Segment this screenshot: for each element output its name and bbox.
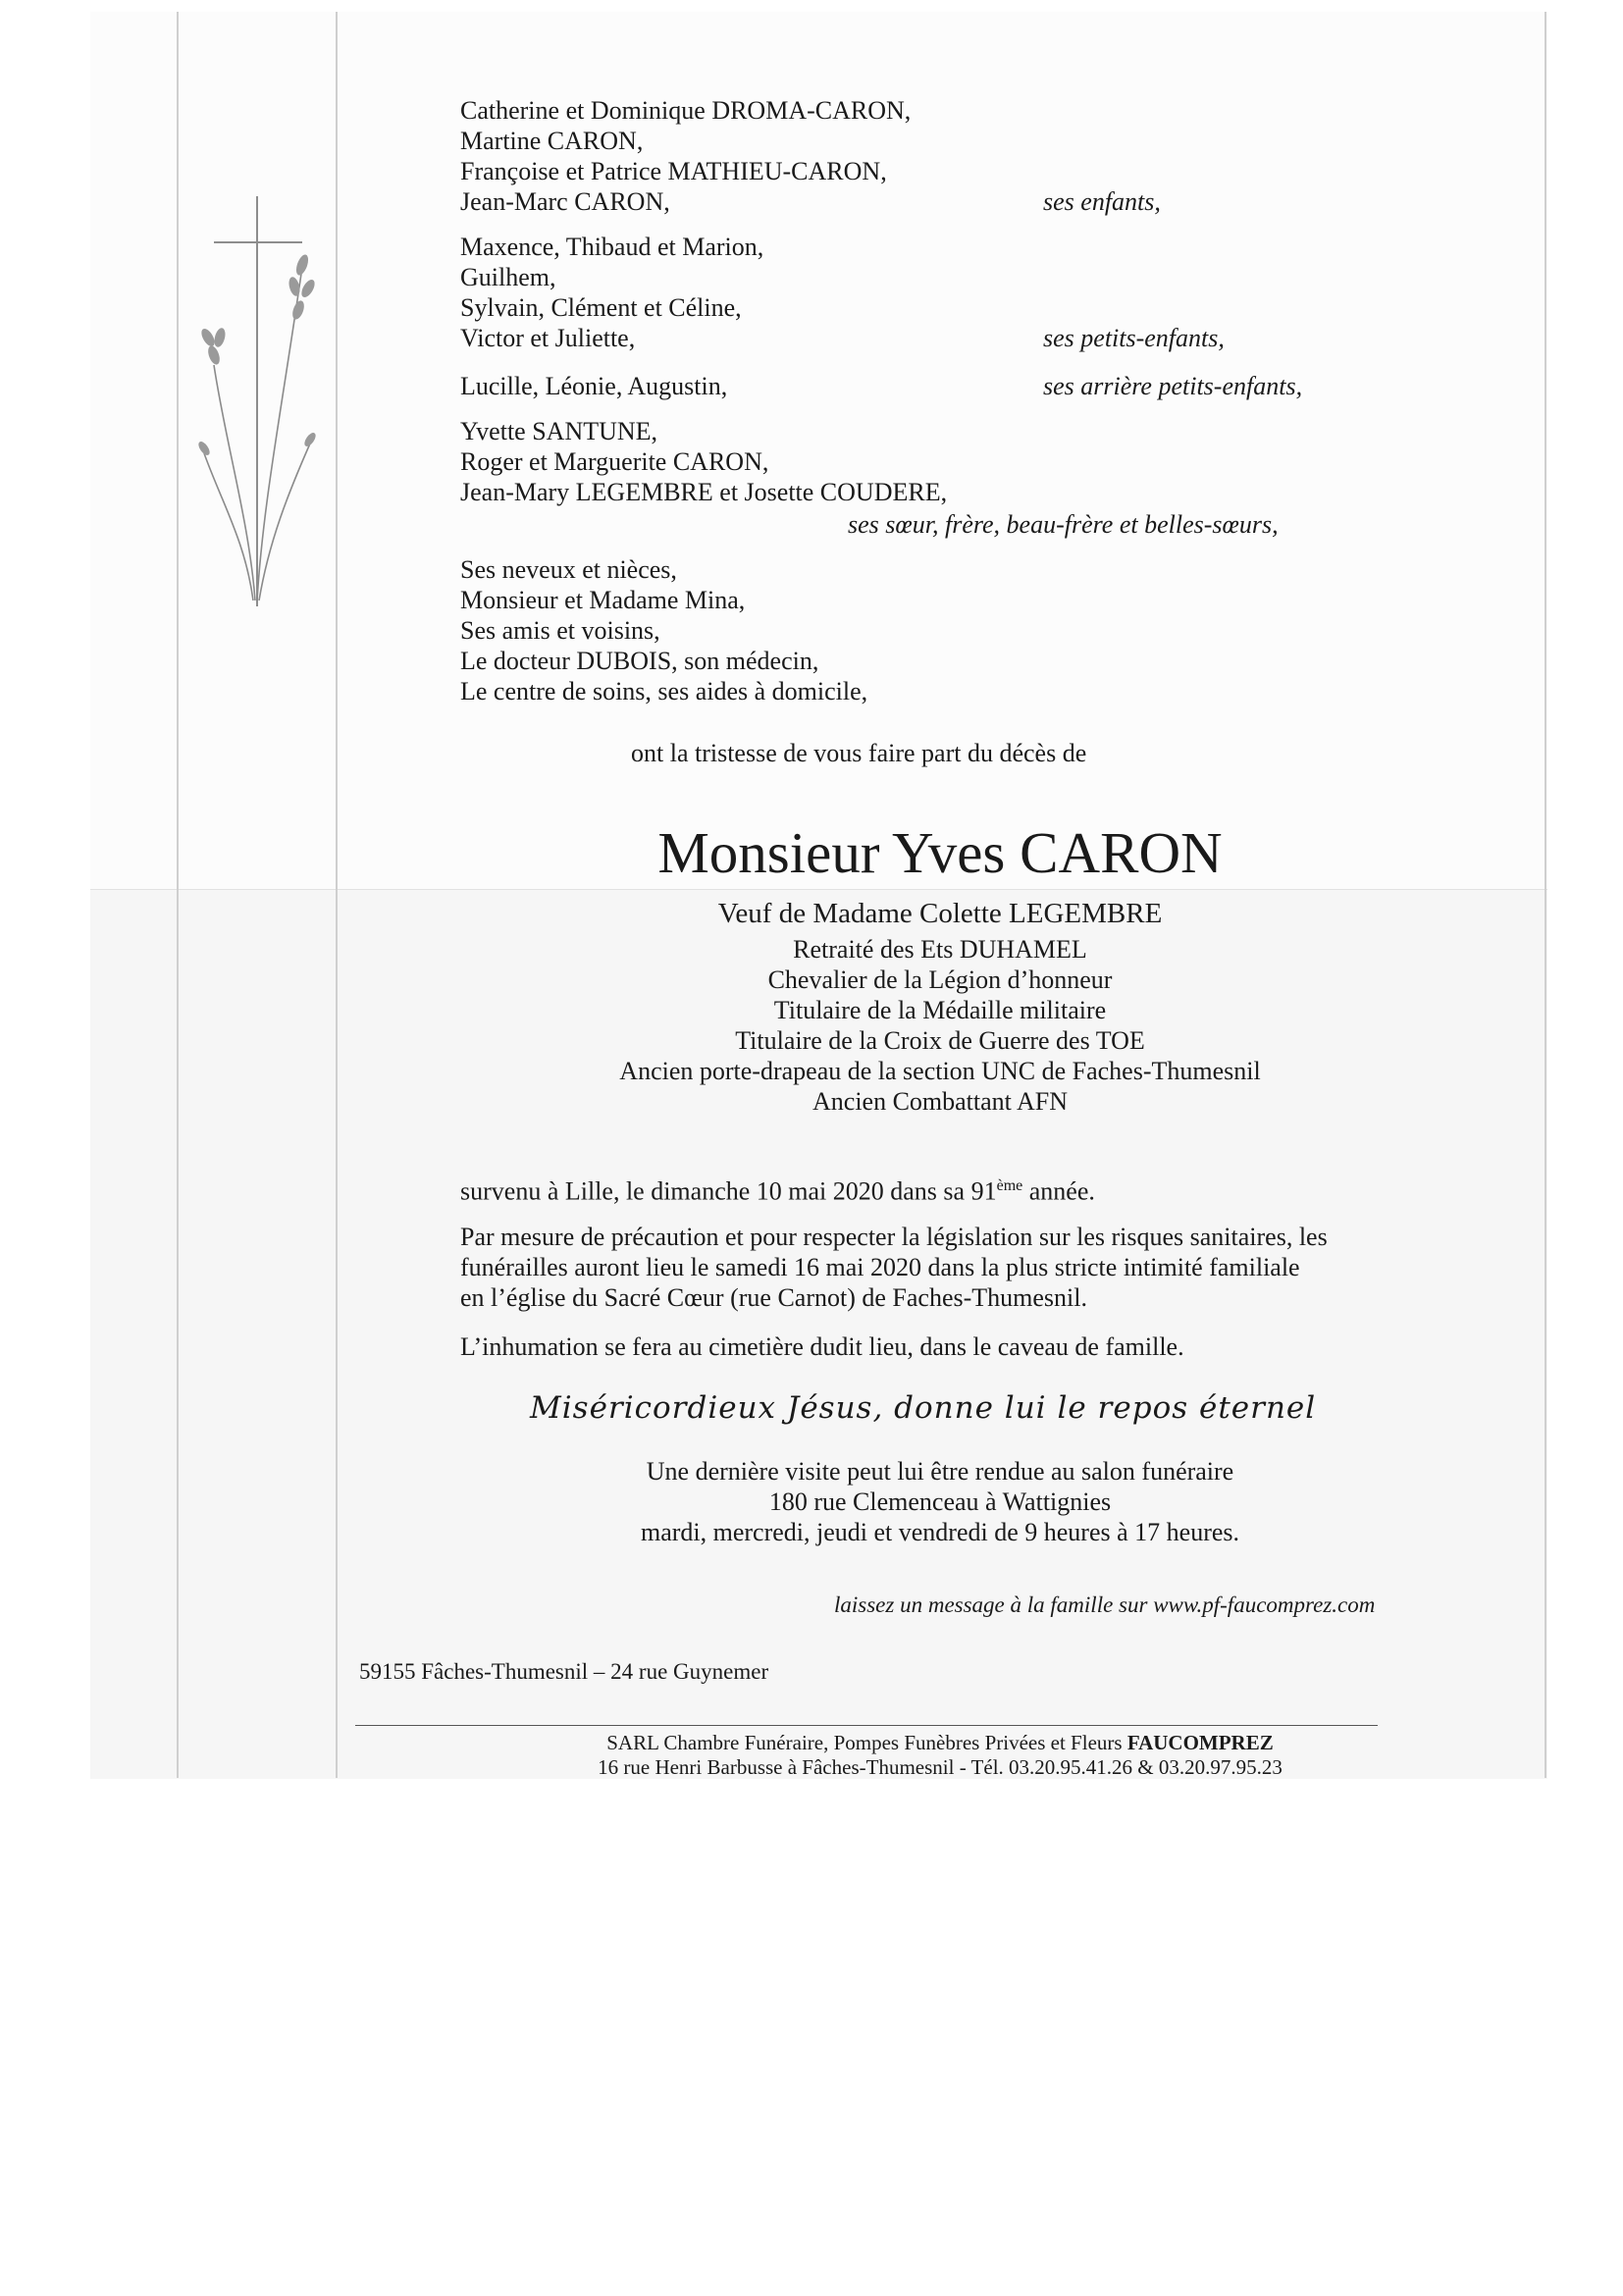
deceased-title: Titulaire de la Croix de Guerre des TOE bbox=[735, 1026, 1145, 1055]
visit-line: 180 rue Clemenceau à Wattignies bbox=[768, 1487, 1112, 1516]
child-name: Martine CARON, bbox=[460, 127, 644, 155]
visit-line: mardi, mercredi, jeudi et vendredi de 9 heures à 17 heures. bbox=[640, 1518, 1240, 1546]
footer-company-name: FAUCOMPREZ bbox=[1126, 1731, 1274, 1754]
address-line: 59155 Fâches-Thumesnil – 24 rue Guynemer bbox=[359, 1659, 769, 1684]
wheat-icon bbox=[186, 247, 324, 610]
grandchild-name: Victor et Juliette, bbox=[460, 324, 636, 352]
margin-line-left bbox=[177, 12, 179, 1778]
funeral-line: Par mesure de précaution et pour respecter la législation sur les risques sanitaires, les bbox=[460, 1223, 1328, 1251]
burial-line: L’inhumation se fera au cimetière dudit lieu, dans le caveau de famille. bbox=[460, 1332, 1184, 1361]
deceased-title: Retraité des Ets DUHAMEL bbox=[793, 935, 1087, 964]
announcement-line: ont la tristesse de vous faire part du décès de bbox=[631, 739, 1087, 767]
funeral-line: en l’église du Sacré Cœur (rue Carnot) de Faches-Thumesnil. bbox=[460, 1283, 1087, 1312]
deceased-title: Titulaire de la Médaille militaire bbox=[773, 996, 1107, 1024]
siblings-role: ses sœur, frère, beau-frère et belles-sœurs, bbox=[848, 510, 1279, 539]
sibling-name: Roger et Marguerite CARON, bbox=[460, 447, 769, 476]
child-name: Françoise et Patrice MATHIEU-CARON, bbox=[460, 157, 887, 185]
grandchild-name: Sylvain, Clément et Céline, bbox=[460, 293, 742, 322]
other-mourner: Ses amis et voisins, bbox=[460, 616, 660, 645]
grandchild-name: Maxence, Thibaud et Marion, bbox=[460, 233, 764, 261]
deceased-name: Monsieur Yves CARON bbox=[657, 820, 1223, 885]
sibling-name: Yvette SANTUNE, bbox=[460, 417, 658, 445]
deceased-title: Chevalier de la Légion d’honneur bbox=[767, 965, 1113, 994]
grandchildren-role: ses petits-enfants, bbox=[1043, 324, 1225, 352]
deceased-spouse: Veuf de Madame Colette LEGEMBRE bbox=[717, 898, 1163, 929]
child-name: Jean-Marc CARON, bbox=[460, 187, 670, 216]
deceased-title: Ancien porte-drapeau de la section UNC de Faches-Thumesnil bbox=[619, 1057, 1261, 1085]
cross-bar bbox=[214, 241, 302, 243]
sibling-name: Jean-Mary LEGEMBRE et Josette COUDERE, bbox=[460, 478, 948, 506]
prayer-line: Miséricordieux Jésus, donne lui le repos éternel bbox=[530, 1390, 1317, 1426]
footer-company-prefix: SARL Chambre Funéraire, Pompes Funèbres Privées et Fleurs bbox=[606, 1731, 1123, 1754]
other-mourner: Le docteur DUBOIS, son médecin, bbox=[460, 647, 819, 675]
funeral-line: funérailles auront lieu le samedi 16 mai 2020 dans la plus stricte intimité familiale bbox=[460, 1253, 1300, 1281]
deceased-title: Ancien Combattant AFN bbox=[812, 1087, 1068, 1116]
footer-contact: 16 rue Henri Barbusse à Fâches-Thumesnil - Tél. 03.20.95.41.26 & 03.20.97.95.23 bbox=[598, 1755, 1283, 1779]
visit-line: Une dernière visite peut lui être rendue au salon funéraire bbox=[646, 1457, 1234, 1486]
death-text: survenu à Lille, le dimanche 10 mai 2020 dans sa 91 bbox=[460, 1176, 997, 1206]
other-mourner: Ses neveux et nièces, bbox=[460, 555, 677, 584]
grandchild-name: Guilhem, bbox=[460, 263, 556, 291]
death-text-end: année. bbox=[1022, 1176, 1095, 1206]
child-name: Catherine et Dominique DROMA-CARON, bbox=[460, 96, 912, 125]
great-grandchildren-role: ses arrière petits-enfants, bbox=[1043, 372, 1303, 400]
great-grandchild-name: Lucille, Léonie, Augustin, bbox=[460, 372, 728, 400]
message-link[interactable]: laissez un message à la famille sur www.pf-faucomprez.com bbox=[834, 1592, 1376, 1617]
card-edge-right bbox=[1544, 12, 1546, 1778]
death-superscript: ème bbox=[996, 1177, 1023, 1194]
footer-company bbox=[336, 1731, 1544, 1755]
other-mourner: Le centre de soins, ses aides à domicile, bbox=[460, 677, 868, 705]
children-role: ses enfants, bbox=[1043, 187, 1161, 216]
footer-divider bbox=[355, 1725, 1378, 1726]
other-mourner: Monsieur et Madame Mina, bbox=[460, 586, 746, 614]
death-line bbox=[460, 1171, 1095, 1207]
